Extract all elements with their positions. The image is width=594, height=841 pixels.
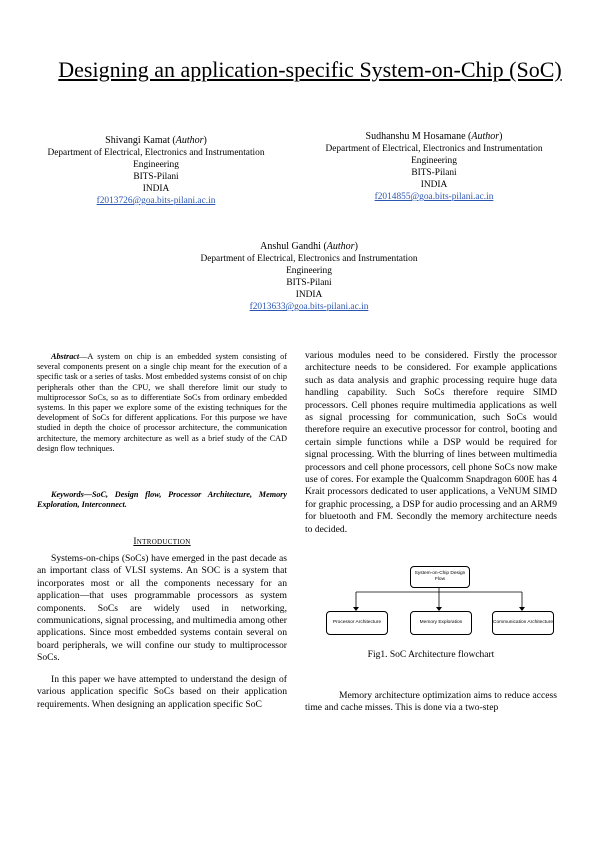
keywords-text: Keywords—SoC, Design flow, Processor Architecture, Memory Exploration, Interconnect. xyxy=(37,490,287,510)
author-org: BITS-Pilani xyxy=(133,172,179,182)
abstract-label: Abstract xyxy=(51,352,80,361)
author-email-link[interactable]: f2013633@goa.bits-pilani.ac.in xyxy=(249,302,369,312)
abstract xyxy=(37,352,287,454)
abstract-text: —A system on chip is an embedded system consisting of several components present on a single chip meant for the execution of a specific task or a series of tasks. Most embedded systems consist of on chip peripherals other than the CPU, we shall therefore limit our study to multiprocessor SoCs, so as to differentiate SoCs from ordinary embedded systems. In this paper we explore some of the existing techniques for the development of SoCs for different applications. For this purpose we have studied in depth the choice of processor architecture, the communication architecture, the memory architecture as well as a brief study of the CAD design flow techniques. xyxy=(37,352,287,453)
author-name: Anshul Gandhi xyxy=(260,241,321,252)
body-paragraph-right-1-text: various modules need to be considered. Firstly the processor architecture needs to be considered. For example applications such as data analysis and graphic processing require huge data handling capability. Such SoCs therefore require SIMD processors. Cell phones require multimedia applications as well as signal processing for communication, such SoCs would therefore require an executive processor for control, booting and certain simple functions while a DSP would be required for signal processing. With the blurring of lines between multimedia processors and cell phone processors, cell phone SoCs now make use of cores. For example the Qualcomm Snapdragon 600E has 4 Krait processors dedicated to user applications, a VeNUM SIMD for graphic processing, a DSP for audio processing and an ARM9 for bluetooth and FM. Secondly the memory architecture needs to decided. xyxy=(305,350,557,535)
paper-title: Designing an application-specific System-on-Chip (SoC) xyxy=(58,57,562,82)
section-heading-introduction: Introduction xyxy=(133,537,191,547)
intro-paragraph-1 xyxy=(37,553,287,665)
body-paragraph-right-1 xyxy=(305,350,557,536)
flowchart-node-left: Processor Architecture xyxy=(326,611,388,635)
author-name-line: Sudhanshu M Hosamane (Author) xyxy=(365,131,503,142)
author-dept-2: Engineering xyxy=(411,156,457,166)
author-name-line: Anshul Gandhi (Author) xyxy=(260,241,358,252)
flowchart-node-right: Communication Architecture xyxy=(492,611,554,635)
author-block-3 xyxy=(168,240,450,313)
author-block-2 xyxy=(306,130,562,203)
flowchart-node-middle: Memory Exploration xyxy=(410,611,472,635)
author-name: Sudhanshu M Hosamane xyxy=(365,131,466,142)
author-country: INDIA xyxy=(295,290,323,300)
author-dept: Department of Electrical, Electronics and Instrumentation xyxy=(325,144,543,154)
intro-paragraph-1-text: Systems-on-chips (SoCs) have emerged in the past decade as an important class of VLSI systems. An SOC is a system that incorporates most or all the components necessary for an application—that uses programmable processors as system components. SoCs are widely used in networking, communications, signal processing, and multimedia among other applications. Since most embedded systems contain several on board peripherals, we will confine our study to multiprocessor SoCs. xyxy=(37,553,287,664)
intro-paragraph-2 xyxy=(37,674,287,711)
author-email-link[interactable]: f2014855@goa.bits-pilani.ac.in xyxy=(374,192,494,202)
author-name-line: Shivangi Kamat (Author) xyxy=(105,135,207,146)
intro-paragraph-2-text: In this paper we have attempted to understand the design of various application specific SoCs based on their application requirements. When designing an application specific SoC xyxy=(37,674,287,710)
author-role: Author xyxy=(471,131,500,142)
figure-flowchart xyxy=(318,562,558,640)
keywords xyxy=(37,490,287,510)
author-dept: Department of Electrical, Electronics and Instrumentation xyxy=(200,254,418,264)
author-org: BITS-Pilani xyxy=(411,168,457,178)
body-paragraph-right-2-text: Memory architecture optimization aims to reduce access time and cache misses. This is done via a two-step xyxy=(305,690,557,714)
author-role: Author xyxy=(326,241,355,252)
author-dept-2: Engineering xyxy=(133,160,179,170)
author-country: INDIA xyxy=(420,180,448,190)
figure-caption: Fig1. SoC Architecture flowchart xyxy=(367,650,495,660)
author-org: BITS-Pilani xyxy=(286,278,332,288)
body-paragraph-right-2 xyxy=(305,690,557,715)
flowchart-node-top: System-on-Chip Design Flow xyxy=(410,566,470,588)
author-email-link[interactable]: f2013726@goa.bits-pilani.ac.in xyxy=(96,196,216,206)
author-role: Author xyxy=(175,135,204,146)
author-name: Shivangi Kamat xyxy=(105,135,170,146)
author-dept: Department of Electrical, Electronics and Instrumentation xyxy=(47,148,265,158)
author-dept-2: Engineering xyxy=(286,266,332,276)
author-country: INDIA xyxy=(142,184,170,194)
author-block-1 xyxy=(28,134,284,207)
